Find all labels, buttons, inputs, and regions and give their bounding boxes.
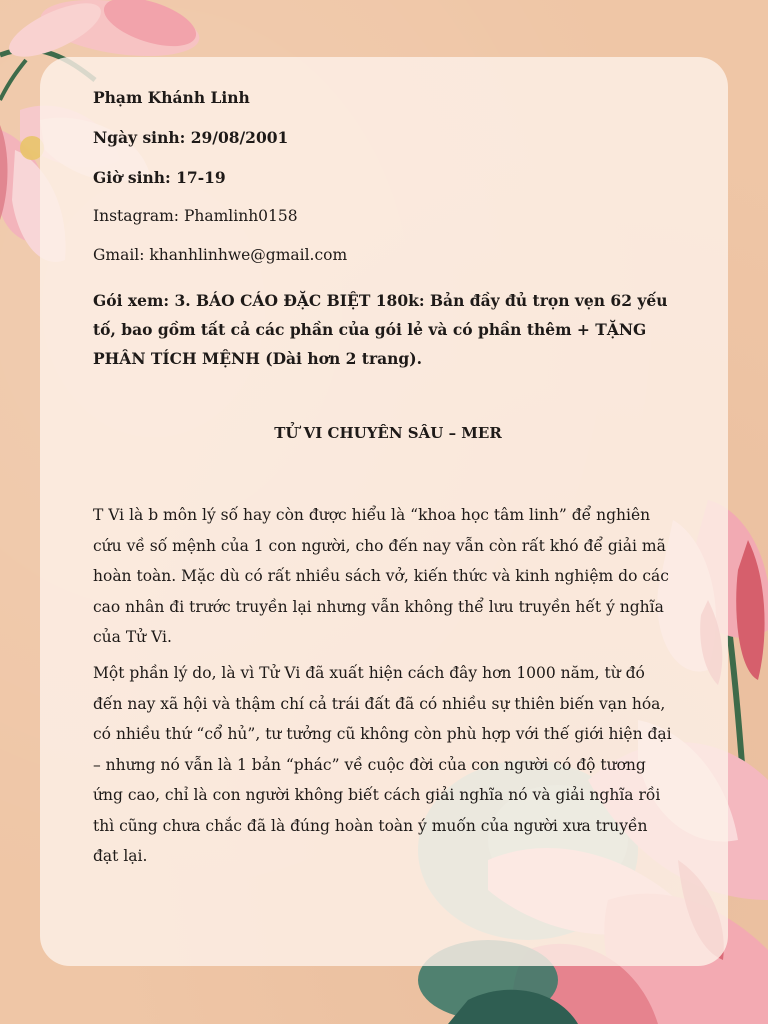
birth-date: Ngày sinh: 29/08/2001 <box>93 128 289 147</box>
birth-time: Giờ sinh: 17-19 <box>93 168 226 187</box>
section-title: TỬ VI CHUYÊN SÂU – MER <box>274 424 502 442</box>
package-description: Gói xem: 3. BÁO CÁO ĐẶC BIỆT 180k: Bản đầy đủ trọn vẹn 62 yếu tố, bao gồm tất cả các phần của gói lẻ và có phần thêm + TẶNG PHÂN TÍCH MỆNH (Dài hơn 2 trang). <box>93 291 668 368</box>
paragraph-history: Một phần lý do, là vì Tử Vi đã xuất hiện cách đây hơn 1000 năm, từ đó đến nay xã hội và thậm chí cả trái đất đã có nhiều sự thiên biến vạn hóa, có nhiều thứ “cổ hủ”, tư tưởng cũ không còn phù hợp với thế giới hiện đại – nhưng nó vẫn là 1 bản “phác” về cuộc đời của con người có độ tương ứng cao, chỉ là con người không biết cách giải nghĩa nó và giải nghĩa rồi thì cũng chưa chắc đã là đúng hoàn toàn ý muốn của người xưa truyền đạt lại. <box>93 664 672 865</box>
gmail-address: Gmail: khanhlinhwe@gmail.com <box>93 246 348 264</box>
paragraph-intro: T Vi là b môn lý số hay còn được hiểu là “khoa học tâm linh” để nghiên cứu về số mệnh của 1 con người, cho đến nay vẫn còn rất khó để giải mã hoàn toàn. Mặc dù có rất nhiều sách vở, kiến thức và kinh nghiệm do các cao nhân đi trước truyền lại nhưng vẫn không thể lưu truyền hết ý nghĩa của Tử Vi. <box>93 506 669 646</box>
instagram-handle: Instagram: Phamlinh0158 <box>93 207 298 225</box>
customer-name: Phạm Khánh Linh <box>93 88 250 107</box>
